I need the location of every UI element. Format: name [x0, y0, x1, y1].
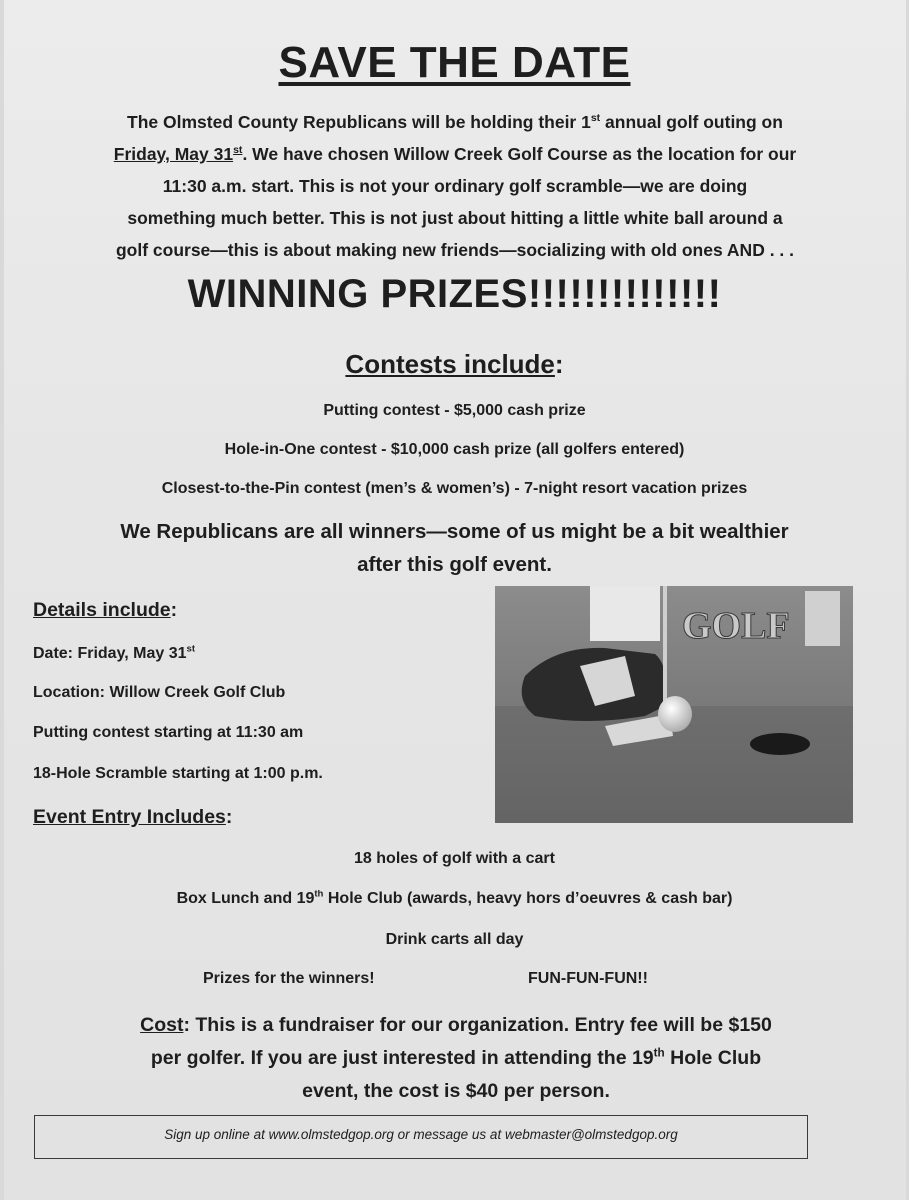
winning-prizes-banner: WINNING PRIZES!!!!!!!!!!!!!! — [187, 272, 722, 316]
cost-line: per golfer. If you are just interested in attending the 19th Hole Club — [150, 1046, 762, 1069]
cost-line: Cost: This is a fundraiser for our organization. Entry fee will be $150 — [140, 1014, 772, 1036]
entry-item: 18 holes of golf with a cart — [354, 850, 555, 867]
putter-shaft — [663, 586, 667, 706]
contest-item: Putting contest - $5,000 cash prize — [323, 402, 586, 419]
detail-scramble: 18-Hole Scramble starting at 1:00 p.m. — [33, 765, 323, 782]
detail-location: Location: Willow Creek Golf Club — [33, 684, 286, 701]
contest-item: Closest-to-the-Pin contest (men’s & women’s) - 7-night resort vacation prizes — [161, 480, 748, 497]
intro-line: 11:30 a.m. start. This is not your ordinary golf scramble—we are doing — [162, 176, 748, 196]
golf-ball — [658, 696, 692, 732]
signup-text: Sign up online at www.olmstedgop.org or message us at webmaster@olmstedgop.org — [164, 1127, 678, 1142]
golf-photo-art — [495, 586, 853, 823]
contests-heading: Contests include: — [345, 349, 564, 379]
intro-line: The Olmsted County Republicans will be holding their 1st annual golf outing on — [127, 112, 783, 132]
golf-sign: GOLF — [682, 605, 790, 647]
intro-line: Friday, May 31st. We have chosen Willow Creek Golf Course as the location for our — [113, 144, 797, 164]
entry-item: Drink carts all day — [385, 931, 524, 948]
entry-item: Box Lunch and 19th Hole Club (awards, heavy hors d’oeuvres & cash bar) — [176, 888, 733, 907]
detail-date: Date: Friday, May 31st — [33, 643, 196, 662]
entry-item: Prizes for the winners! — [203, 970, 375, 987]
golf-photo — [495, 586, 853, 823]
trouser-leg — [590, 586, 660, 641]
intro-line: something much better. This is not just about hitting a little white ball around a — [127, 208, 783, 228]
golf-hole — [750, 733, 810, 755]
detail-putting: Putting contest starting at 11:30 am — [33, 724, 304, 741]
intro-paragraph — [40, 106, 870, 266]
winners-line: We Republicans are all winners—some of us might be a bit wealthier — [120, 520, 789, 543]
winners-line: after this golf event. — [357, 553, 552, 576]
contest-item: Hole-in-One contest - $10,000 cash prize (all golfers entered) — [224, 441, 685, 458]
winners-statement — [0, 515, 909, 581]
intro-line: golf course—this is about making new friends—socializing with old ones AND . . . — [115, 240, 795, 260]
cost-paragraph — [36, 1009, 876, 1108]
entry-heading: Event Entry Includes: — [33, 806, 233, 828]
cost-line: event, the cost is $40 per person. — [302, 1080, 610, 1102]
details-heading: Details include: — [33, 599, 178, 621]
entry-item: FUN-FUN-FUN!! — [528, 970, 648, 987]
page-title: SAVE THE DATE — [278, 38, 631, 87]
